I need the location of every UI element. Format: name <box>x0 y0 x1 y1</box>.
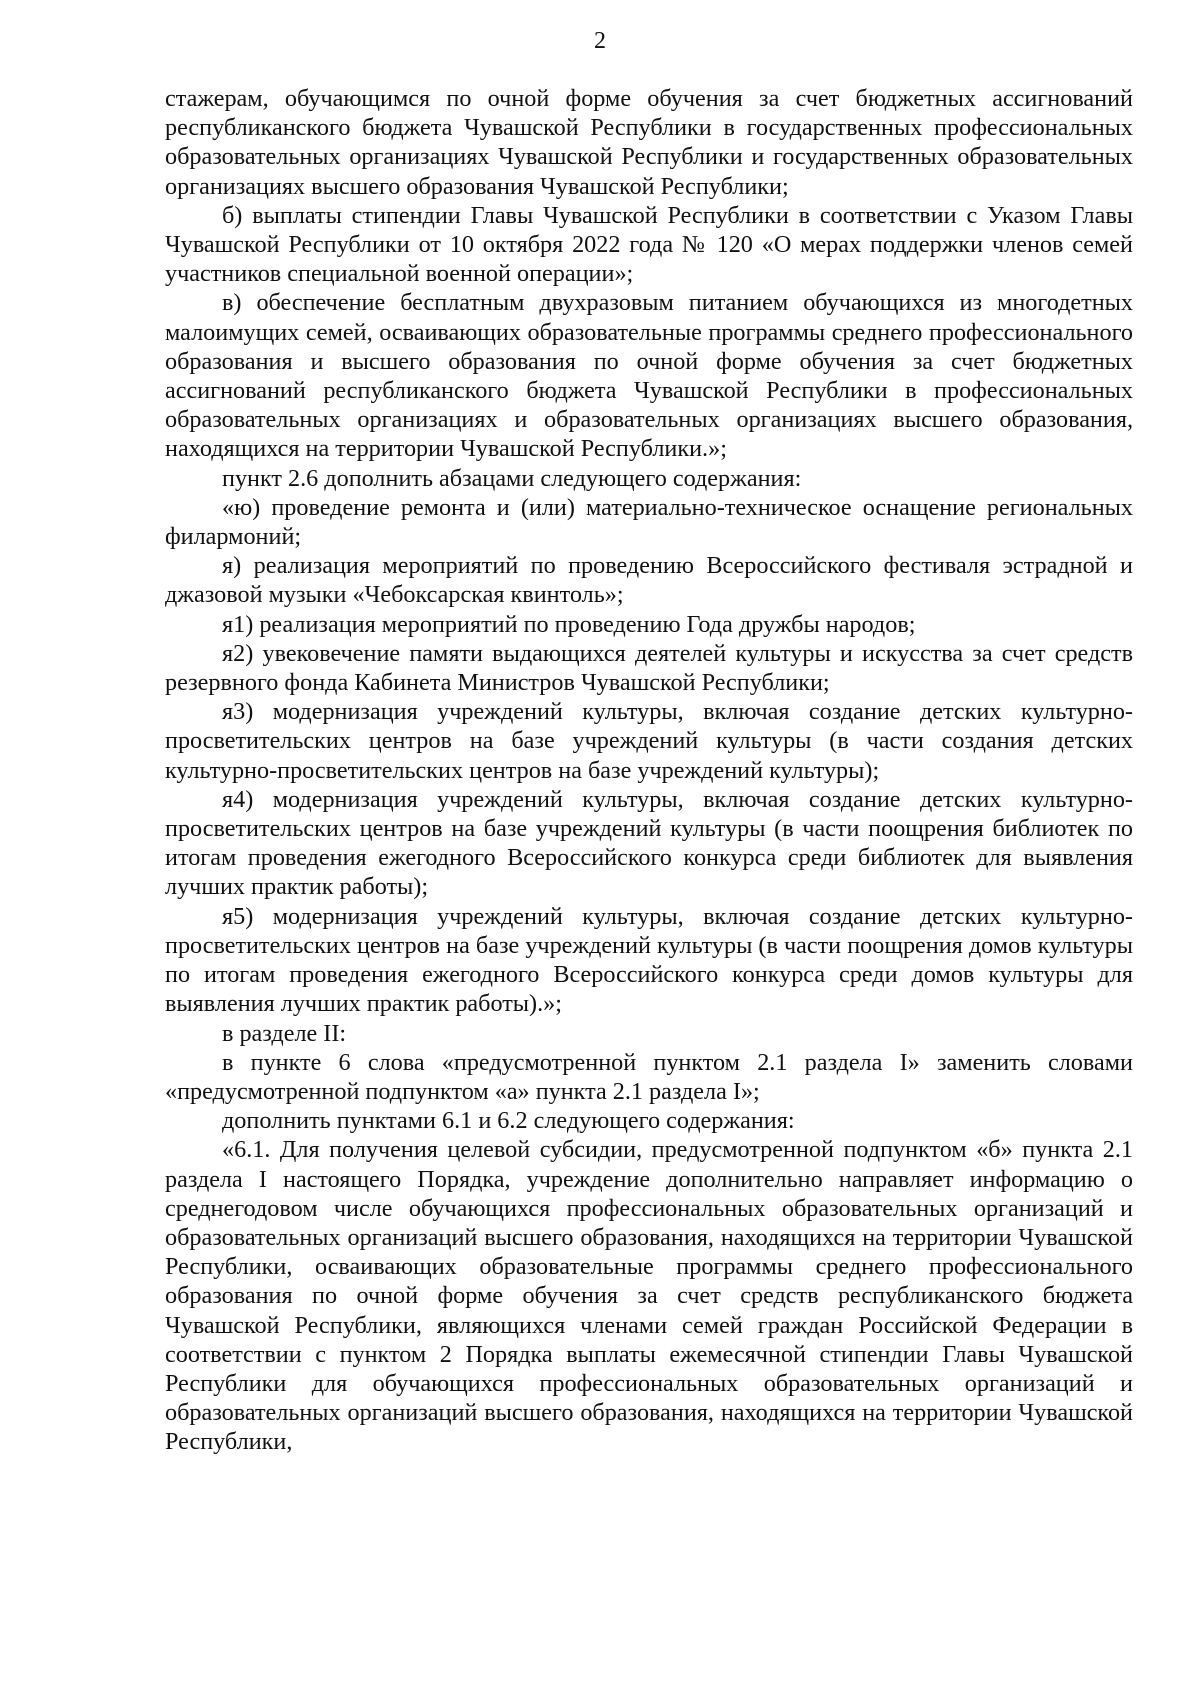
paragraph-amend-2-6: пункт 2.6 дополнить абзацами следующего содержания: <box>222 464 802 492</box>
paragraph-point-6-replace: в пункте 6 слова «предусмотренной пунктом 2.1 раздела I» заменить словами «предусмотренной подпунктом «а» пункта 2.1 раздела I»; <box>165 1048 1133 1105</box>
paragraph-point-6-1: «6.1. Для получения целевой субсидии, предусмотренной подпунктом «б» пункта 2.1 раздела I настоящего Порядка, учреждение дополнительно направляет информацию о среднегодовом числе обучающихся профессиональных образовательных организаций и образовательных организаций высшего образования, находящихся на территории Чувашской Республики, осваивающих образовательные программы среднего профессионального образования по очной форме обучения за счет средств республиканского бюджета Чувашской Республики, являющихся членами семей граждан Российской Федерации в соответствии с пунктом 2 Порядка выплаты ежемесячной стипендии Главы Чувашской Республики для обучающихся профессиональных образовательных организаций и образовательных организаций высшего образования, находящихся на территории Чувашской Республики, <box>165 1136 1133 1456</box>
page-number: 2 <box>594 28 606 54</box>
document-body <box>165 84 1133 1457</box>
paragraph-add-6-1-6-2: дополнить пунктами 6.1 и 6.2 следующего содержания: <box>222 1107 795 1135</box>
paragraph-item-ya: я) реализация мероприятий по проведению Всероссийского фестиваля эстрадной и джазовой музыки «Чебоксарская квинтоль»; <box>165 552 1133 609</box>
paragraph-item-b: б) выплаты стипендии Главы Чувашской Республики в соответствии с Указом Главы Чувашской Республики от 10 октября 2022 года № 120 «О мерах поддержки членов семей участников специальной военной операции»; <box>165 201 1133 288</box>
paragraph-item-ya4: я4) модернизация учреждений культуры, включая создание детских культурно-просветительских центров на базе учреждений культуры (в части поощрения библиотек по итогам проведения ежегодного Всероссийского конкурса среди библиотек для выявления лучших практик работы); <box>165 785 1133 901</box>
paragraph-continuation: стажерам, обучающимся по очной форме обучения за счет бюджетных ассигнований республиканского бюджета Чувашской Республики в государственных профессиональных образовательных организациях Чувашской Республики и государственных образовательных организациях высшего образования Чувашской Республики; <box>165 85 1133 200</box>
paragraph-item-ya2: я2) увековечение памяти выдающихся деятелей культуры и искусства за счет средств резервного фонда Кабинета Министров Чувашской Республики; <box>165 639 1133 697</box>
paragraph-item-ya5: я5) модернизация учреждений культуры, включая создание детских культурно-просветительских центров на базе учреждений культуры (в части поощрения домов культуры по итогам проведения ежегодного Всероссийского конкурса среди домов культуры для выявления лучших практик работы).»; <box>165 902 1133 1018</box>
paragraph-section-2: в разделе II: <box>222 1019 347 1047</box>
paragraph-item-v: в) обеспечение бесплатным двухразовым питанием обучающихся из многодетных малоимущих семей, осваивающих образовательные программы среднего профессионального образования и высшего образования по очной форме обучения за счет бюджетных ассигнований республиканского бюджета Чувашской Республики в профессиональных образовательных организациях и образовательных организациях высшего образования, находящихся на территории Чувашской Республики.»; <box>165 289 1133 463</box>
paragraph-item-yu: «ю) проведение ремонта и (или) материально-техническое оснащение региональных филармоний; <box>165 493 1133 551</box>
paragraph-item-ya3: я3) модернизация учреждений культуры, включая создание детских культурно-просветительских центров на базе учреждений культуры (в части создания детских культурно-просветительских центров на базе учреждений культуры); <box>165 698 1133 784</box>
paragraph-item-ya1: я1) реализация мероприятий по проведению Года дружбы народов; <box>222 610 916 638</box>
